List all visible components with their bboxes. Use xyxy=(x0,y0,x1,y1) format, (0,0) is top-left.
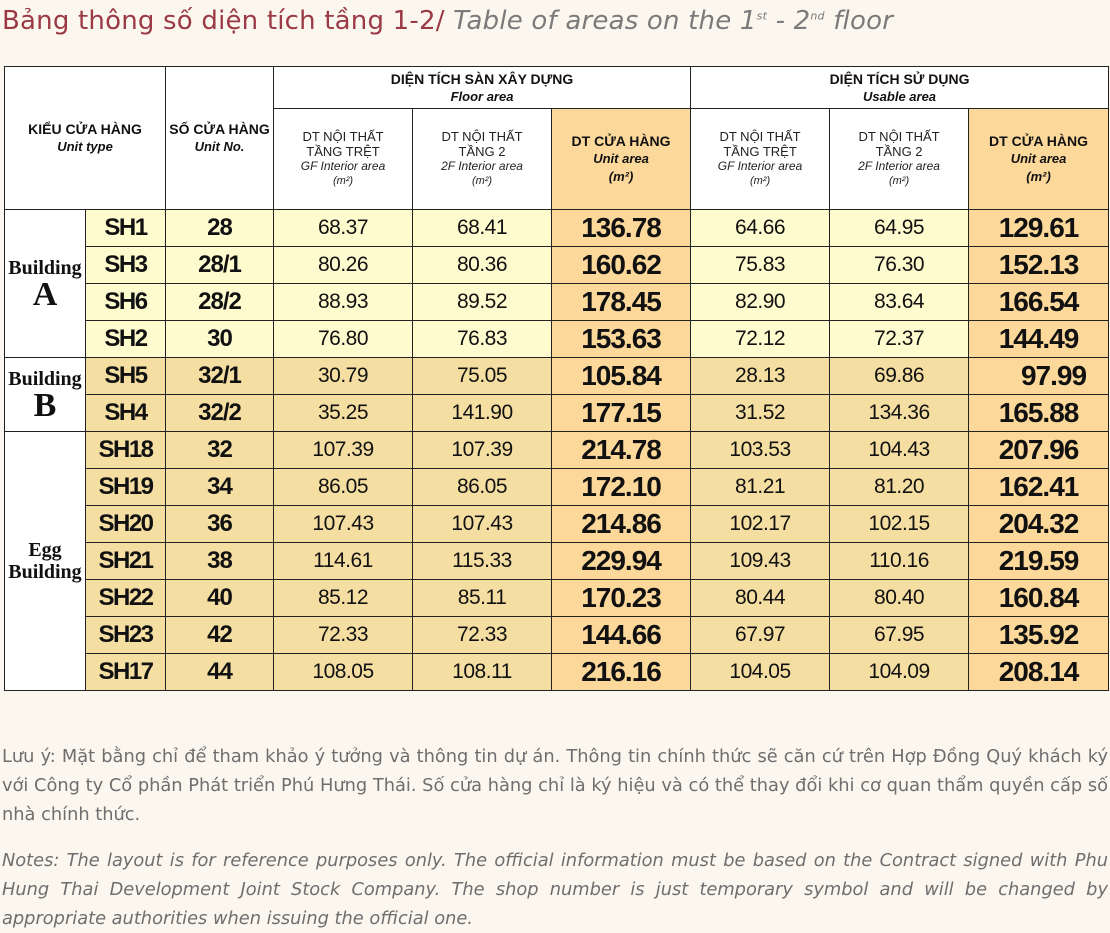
table-row xyxy=(5,247,1109,284)
floor-total: 160.62 xyxy=(552,247,691,284)
usable-2f: 76.30 xyxy=(830,247,969,284)
floor-2f: 86.05 xyxy=(413,469,552,506)
floor-gf: 107.43 xyxy=(274,506,413,543)
usable-total: 144.49 xyxy=(969,321,1109,358)
usable-2f: 83.64 xyxy=(830,284,969,321)
floor-total: 214.78 xyxy=(552,432,691,469)
floor-gf: 30.79 xyxy=(274,358,413,395)
usable-2f: 102.15 xyxy=(830,506,969,543)
floor-gf: 85.12 xyxy=(274,580,413,617)
unit-no: 32/2 xyxy=(166,395,274,432)
floor-total: 153.63 xyxy=(552,321,691,358)
usable-total: 207.96 xyxy=(969,432,1109,469)
unit-code: SH23 xyxy=(86,617,166,654)
usable-2f: 110.16 xyxy=(830,543,969,580)
usable-gf: 104.05 xyxy=(691,654,830,691)
unit-no: 36 xyxy=(166,506,274,543)
floor-gf: 76.80 xyxy=(274,321,413,358)
floor-gf: 80.26 xyxy=(274,247,413,284)
header-unit-type: KIỂU CỬA HÀNG Unit type xyxy=(5,67,166,210)
usable-total: 166.54 xyxy=(969,284,1109,321)
floor-2f: 85.11 xyxy=(413,580,552,617)
unit-code: SH22 xyxy=(86,580,166,617)
header-floor-gf: DT NỘI THẤT TẦNG TRỆT GF Interior area (m²) xyxy=(274,109,413,210)
floor-total: 144.66 xyxy=(552,617,691,654)
header-floor-2f: DT NỘI THẤT TẦNG 2 2F Interior area (m²) xyxy=(413,109,552,210)
header-usable-gf: DT NỘI THẤT TẦNG TRỆT GF Interior area (m²) xyxy=(691,109,830,210)
unit-code: SH2 xyxy=(86,321,166,358)
unit-code: SH3 xyxy=(86,247,166,284)
floor-2f: 107.39 xyxy=(413,432,552,469)
floor-total: 105.84 xyxy=(552,358,691,395)
floor-total: 136.78 xyxy=(552,210,691,247)
usable-gf: 109.43 xyxy=(691,543,830,580)
header-usable-area: DIỆN TÍCH SỬ DỤNG Usable area xyxy=(691,67,1109,109)
floor-total: 177.15 xyxy=(552,395,691,432)
usable-2f: 80.40 xyxy=(830,580,969,617)
table-row xyxy=(5,617,1109,654)
floor-gf: 72.33 xyxy=(274,617,413,654)
unit-code: SH17 xyxy=(86,654,166,691)
table-row xyxy=(5,395,1109,432)
unit-code: SH5 xyxy=(86,358,166,395)
header-usable-shop-area: DT CỬA HÀNG Unit area (m²) xyxy=(969,109,1109,210)
usable-gf: 102.17 xyxy=(691,506,830,543)
header-floor-shop-area: DT CỬA HÀNG Unit area (m²) xyxy=(552,109,691,210)
building-b-label: Building B xyxy=(5,358,86,432)
table-row xyxy=(5,432,1109,469)
floor-gf: 35.25 xyxy=(274,395,413,432)
usable-gf: 72.12 xyxy=(691,321,830,358)
usable-total: 152.13 xyxy=(969,247,1109,284)
usable-total: 165.88 xyxy=(969,395,1109,432)
unit-code: SH6 xyxy=(86,284,166,321)
unit-code: SH4 xyxy=(86,395,166,432)
usable-total: 135.92 xyxy=(969,617,1109,654)
floor-gf: 114.61 xyxy=(274,543,413,580)
unit-code: SH18 xyxy=(86,432,166,469)
table-row xyxy=(5,469,1109,506)
usable-2f: 72.37 xyxy=(830,321,969,358)
usable-2f: 64.95 xyxy=(830,210,969,247)
building-a-label: Building A xyxy=(5,210,86,358)
note-vietnamese: Lưu ý: Mặt bằng chỉ để tham khảo ý tưởng và thông tin dự án. Thông tin chính thức sẽ căn cứ trên Hợp Đồng Quý khách ký với Công ty Cổ phần Phát triển Phú Hưng Thái. Số cửa hàng chỉ là ký hiệu và có thể thay đổi khi cơ quan thẩm quyền cấp số nhà chính thức. xyxy=(2,745,1108,825)
usable-gf: 80.44 xyxy=(691,580,830,617)
floor-2f: 141.90 xyxy=(413,395,552,432)
usable-2f: 134.36 xyxy=(830,395,969,432)
floor-2f: 76.83 xyxy=(413,321,552,358)
usable-gf: 81.21 xyxy=(691,469,830,506)
usable-gf: 103.53 xyxy=(691,432,830,469)
unit-no: 32 xyxy=(166,432,274,469)
table-row xyxy=(5,580,1109,617)
unit-no: 34 xyxy=(166,469,274,506)
table-row xyxy=(5,358,1109,395)
floor-2f: 108.11 xyxy=(413,654,552,691)
usable-2f: 67.95 xyxy=(830,617,969,654)
unit-no: 30 xyxy=(166,321,274,358)
usable-gf: 64.66 xyxy=(691,210,830,247)
unit-no: 44 xyxy=(166,654,274,691)
usable-gf: 82.90 xyxy=(691,284,830,321)
floor-gf: 88.93 xyxy=(274,284,413,321)
table-row xyxy=(5,654,1109,691)
header-unit-no: SỐ CỬA HÀNG Unit No. xyxy=(166,67,274,210)
usable-total: 204.32 xyxy=(969,506,1109,543)
floor-total: 178.45 xyxy=(552,284,691,321)
table-row xyxy=(5,284,1109,321)
usable-gf: 28.13 xyxy=(691,358,830,395)
floor-total: 172.10 xyxy=(552,469,691,506)
unit-no: 38 xyxy=(166,543,274,580)
unit-code: SH19 xyxy=(86,469,166,506)
usable-gf: 31.52 xyxy=(691,395,830,432)
unit-no: 28/2 xyxy=(166,284,274,321)
floor-2f: 72.33 xyxy=(413,617,552,654)
floor-2f: 80.36 xyxy=(413,247,552,284)
table-row xyxy=(5,506,1109,543)
unit-no: 32/1 xyxy=(166,358,274,395)
header-floor-area: DIỆN TÍCH SÀN XÂY DỰNG Floor area xyxy=(274,67,691,109)
usable-total: 162.41 xyxy=(969,469,1109,506)
usable-total: 97.99 xyxy=(969,358,1109,395)
floor-gf: 68.37 xyxy=(274,210,413,247)
header-usable-2f: DT NỘI THẤT TẦNG 2 2F Interior area (m²) xyxy=(830,109,969,210)
table-row xyxy=(5,543,1109,580)
title-vi: Bảng thông số diện tích tầng 1-2/ xyxy=(2,6,445,36)
usable-2f: 81.20 xyxy=(830,469,969,506)
unit-no: 40 xyxy=(166,580,274,617)
floor-2f: 68.41 xyxy=(413,210,552,247)
table-row xyxy=(5,210,1109,247)
unit-code: SH21 xyxy=(86,543,166,580)
area-table xyxy=(4,66,1109,691)
floor-2f: 107.43 xyxy=(413,506,552,543)
floor-total: 229.94 xyxy=(552,543,691,580)
floor-total: 216.16 xyxy=(552,654,691,691)
floor-gf: 108.05 xyxy=(274,654,413,691)
floor-gf: 86.05 xyxy=(274,469,413,506)
page-title xyxy=(2,6,893,36)
usable-total: 129.61 xyxy=(969,210,1109,247)
usable-2f: 104.09 xyxy=(830,654,969,691)
usable-total: 208.14 xyxy=(969,654,1109,691)
usable-total: 219.59 xyxy=(969,543,1109,580)
unit-code: SH20 xyxy=(86,506,166,543)
usable-2f: 104.43 xyxy=(830,432,969,469)
unit-no: 28 xyxy=(166,210,274,247)
floor-total: 214.86 xyxy=(552,506,691,543)
floor-total: 170.23 xyxy=(552,580,691,617)
title-en: Table of areas on the 1st - 2nd floor xyxy=(453,6,894,36)
unit-no: 28/1 xyxy=(166,247,274,284)
floor-2f: 89.52 xyxy=(413,284,552,321)
usable-total: 160.84 xyxy=(969,580,1109,617)
usable-gf: 67.97 xyxy=(691,617,830,654)
usable-gf: 75.83 xyxy=(691,247,830,284)
unit-no: 42 xyxy=(166,617,274,654)
table-row xyxy=(5,321,1109,358)
floor-gf: 107.39 xyxy=(274,432,413,469)
building-egg-label: Egg Building xyxy=(5,432,86,691)
usable-2f: 69.86 xyxy=(830,358,969,395)
floor-2f: 75.05 xyxy=(413,358,552,395)
note-english: Notes: The layout is for reference purposes only. The official information must be based on the Contract signed with Phu Hung Thai Development Joint Stock Company. The shop number is just temporary symbol and will be changed by appropriate authorities when issuing the official one. xyxy=(2,849,1108,929)
unit-code: SH1 xyxy=(86,210,166,247)
floor-2f: 115.33 xyxy=(413,543,552,580)
